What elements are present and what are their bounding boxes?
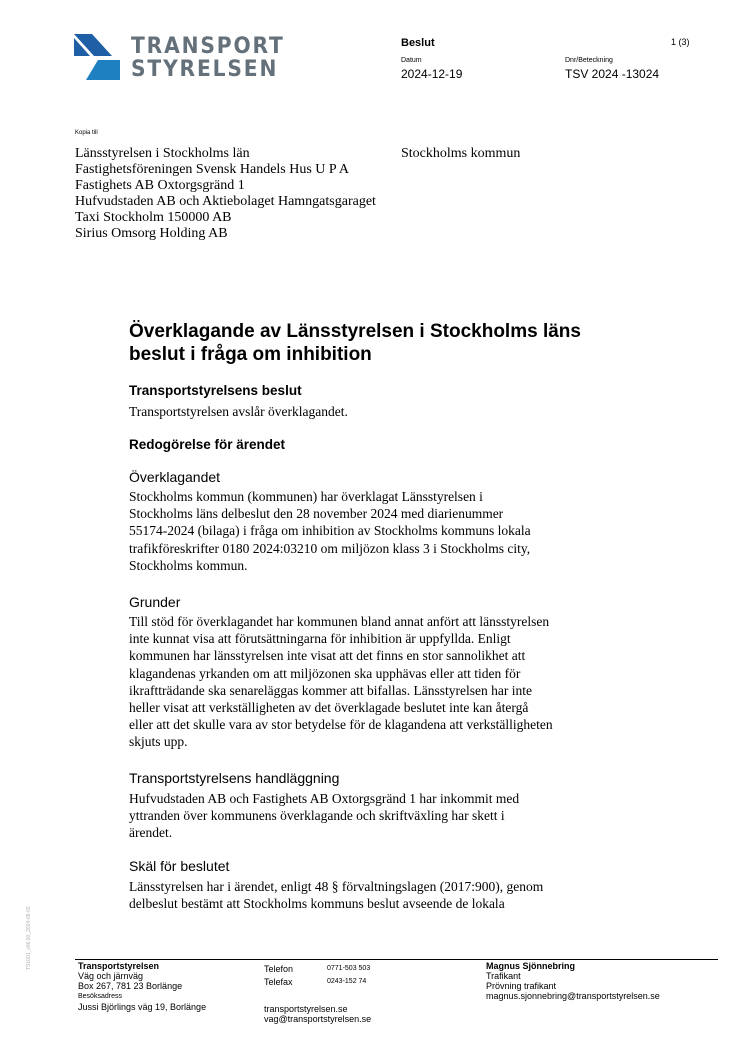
text-line: yttranden över kommunens överklagande och skriftväxling har skett i: [129, 808, 505, 824]
footer-visit-address: Jussi Björlings väg 19, Borlänge: [78, 1002, 207, 1012]
text-line: skjuts upp.: [129, 734, 188, 750]
footer-org: [78, 961, 206, 1012]
text-line: 55174-2024 (bilaga) i fråga om inhibition av Stockholms kommuns lokala: [129, 523, 531, 539]
footer-phone-label: Telefon: [264, 964, 294, 974]
reasons-paragraph: [129, 878, 543, 912]
text-line: inte kunnat visa att förutsättningarna för inhibition är uppfyllda. Enligt: [129, 631, 511, 647]
text-line: ärendet.: [129, 825, 173, 841]
recipient: Taxi Stockholm 150000 AB: [75, 210, 232, 225]
footer-fax-label: Telefax: [264, 977, 293, 987]
document-type: Beslut: [401, 37, 435, 49]
decision-text: Transportstyrelsen avslår överklagandet.: [129, 404, 348, 419]
page-title: Överklagande av Länsstyrelsen i Stockholms läns beslut i fråga om inhibition: [129, 321, 581, 365]
footer-org-name: Transportstyrelsen: [78, 961, 160, 971]
footer-org-dept: Väg och järnväg: [78, 971, 144, 981]
footer-contact-role: Prövning trafikant: [486, 981, 557, 991]
text-line: Stockholms läns delbeslut den 28 november 2024 med diarienummer: [129, 506, 504, 522]
agency-logo: [74, 34, 285, 82]
footer-contact-unit: Trafikant: [486, 971, 521, 981]
reference-value: TSV 2024 -13024: [565, 67, 660, 81]
agency-name-line2: STYRELSEN: [131, 57, 279, 82]
text-line: Till stöd för överklagandet har kommunen bland annat anfört att länsstyrelsen: [129, 614, 550, 629]
footer-email-link[interactable]: vag@transportstyrelsen.se: [264, 1014, 372, 1024]
date-label: Datum: [401, 57, 422, 64]
decision-heading: Transportstyrelsens beslut: [129, 383, 302, 398]
appeal-paragraph: [129, 488, 531, 574]
handling-paragraph: [129, 790, 519, 842]
grounds-paragraph: [129, 613, 553, 751]
recipient: Länsstyrelsen i Stockholms län: [75, 146, 250, 161]
agency-name-line1: TRANSPORT: [131, 34, 285, 59]
text-line: ikraftträdande ska senareläggas kommer att bifallas. Länsstyrelsen har inte: [129, 682, 532, 698]
grounds-heading: Grunder: [129, 594, 181, 610]
footer-fax-value: 0243-152 74: [327, 978, 367, 985]
footer-org-box: Box 267, 781 23 Borlänge: [78, 981, 183, 991]
recipient-right: Stockholms kommun: [401, 146, 521, 161]
appeal-heading: Överklagandet: [129, 469, 221, 485]
text-line: Stockholms kommun.: [129, 557, 248, 573]
account-heading: Redogörelse för ärendet: [129, 437, 286, 452]
reference-label: Dnr/Beteckning: [565, 57, 613, 64]
text-line: kommunen har länsstyrelsen inte visat att det finns en stor sannolikhet att: [129, 648, 526, 664]
reasons-heading: Skäl för beslutet: [129, 858, 230, 874]
recipient: Sirius Omsorg Holding AB: [75, 226, 228, 241]
text-line: Länsstyrelsen har i ärendet, enligt 48 § förvaltningslagen (2017:900), genom: [129, 879, 544, 894]
text-line: heller visat att verkställigheten av det överklagade beslutet inte kan återgå: [129, 700, 529, 716]
recipient: Fastighets AB Oxtorgsgränd 1: [75, 178, 245, 193]
text-line: delbeslut bestämt att Stockholms kommuns beslut avseende de lokala: [129, 896, 505, 912]
agency-logo-icon: [74, 34, 122, 82]
footer-contact-email[interactable]: magnus.sjonnebring@transportstyrelsen.se: [486, 991, 660, 1001]
footer-contact-name: Magnus Sjönnebring: [486, 961, 575, 971]
recipient: Hufvudstaden AB och Aktiebolaget Hamngatsgaraget: [75, 194, 376, 209]
text-line: eller att det skulle vara av stor betydelse för de klagandena att verkställigheten: [129, 717, 553, 733]
footer-phone-value: 0771-503 503: [327, 965, 371, 972]
footer-divider: [75, 959, 718, 960]
page-number: 1 (3): [671, 37, 690, 47]
date-value: 2024-12-19: [401, 67, 463, 81]
text-line: trafikföreskrifter 0180 2024:03210 om miljözon klass 3 i Stockholms city,: [129, 540, 531, 556]
handling-heading: Transportstyrelsens handläggning: [129, 770, 340, 786]
form-code: TS1001_v06.00_2024-09-02: [26, 906, 32, 970]
recipient: Fastighetsföreningen Svensk Handels Hus U P A: [75, 162, 350, 177]
copies-label: Kopia till: [75, 130, 98, 136]
text-line: Hufvudstaden AB och Fastighets AB Oxtorgsgränd 1 har inkommit med: [129, 791, 520, 806]
copies-recipient-list: [75, 146, 376, 242]
footer-website-link[interactable]: transportstyrelsen.se: [264, 1004, 348, 1014]
footer-contact: [486, 961, 660, 1001]
text-line: Stockholms kommun (kommunen) har överklagat Länsstyrelsen i: [129, 489, 483, 504]
text-line: klagandenas yrkanden om att miljözonen ska upphävas eller att tiden för: [129, 665, 521, 681]
footer-visit-label: Besöksadress: [78, 993, 122, 1000]
